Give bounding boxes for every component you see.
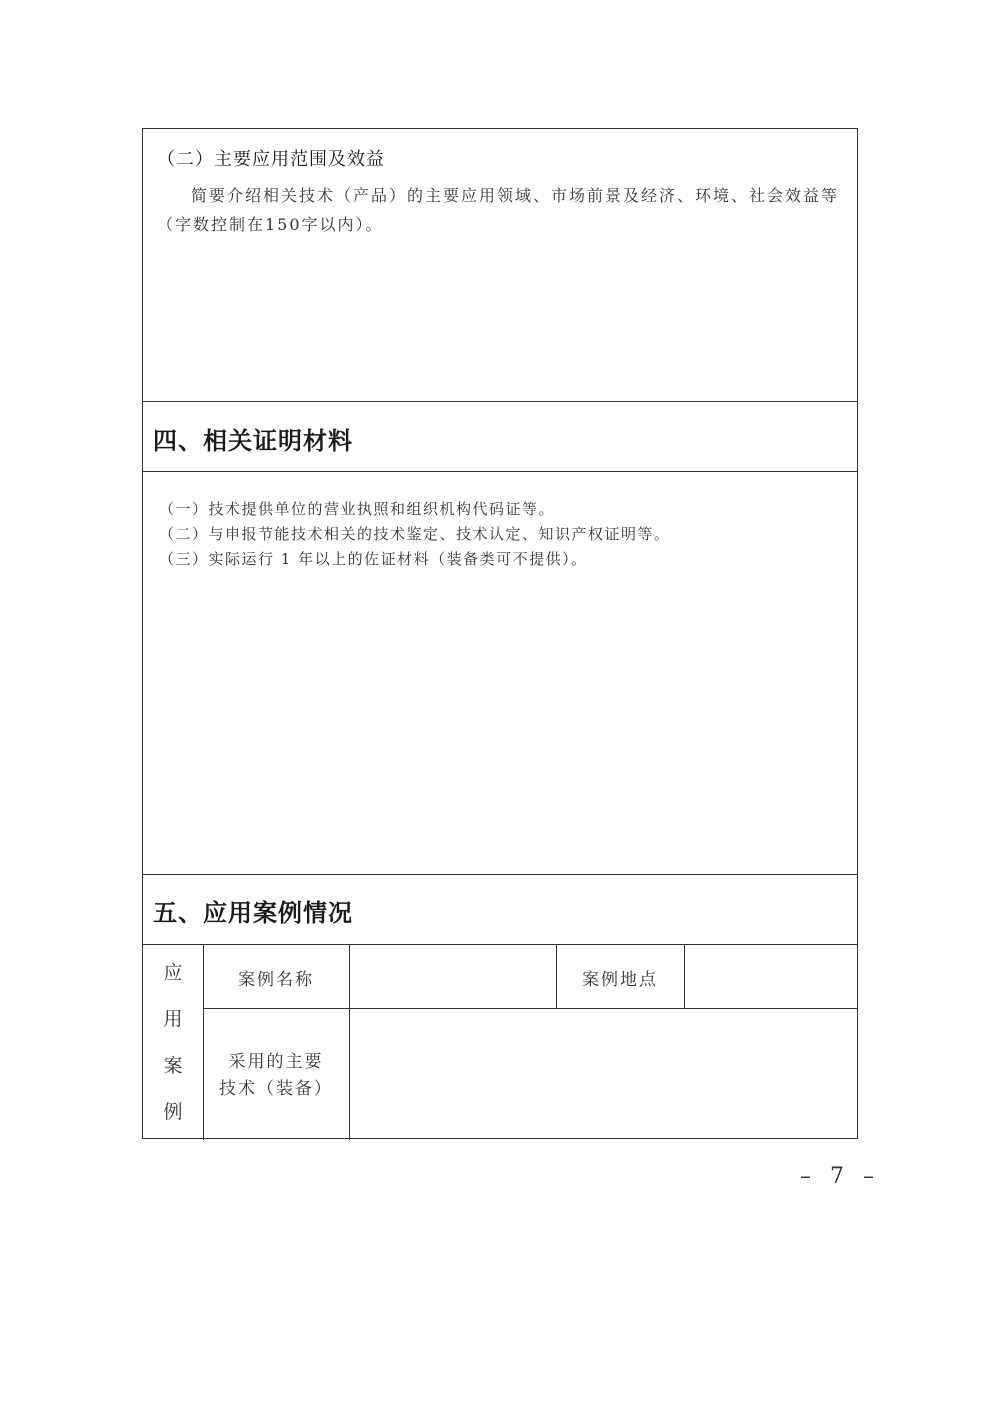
divider: [143, 471, 857, 472]
form-table: [142, 128, 858, 1139]
divider: [143, 874, 857, 875]
page-number: – 7 –: [800, 1164, 880, 1189]
list-item: （一）技术提供单位的营业执照和组织机构代码证等。: [159, 500, 556, 518]
vertical-char: 用: [163, 1008, 183, 1031]
main-technology-label-line: 技术（装备）: [219, 1079, 333, 1099]
main-technology-label: [204, 1049, 348, 1103]
case-name-input[interactable]: [350, 945, 555, 1008]
section-title-proof-materials: 四、相关证明材料: [153, 426, 353, 455]
section-heading-application-scope: （二）主要应用范围及效益: [157, 149, 385, 170]
vertical-char: 应: [163, 961, 183, 984]
section-description-application-scope: 简要介绍相关技术（产品）的主要应用领域、市场前景及经济、环境、社会效益等（字数控制在150字以内）。: [157, 186, 840, 234]
application-case-vertical-label: [143, 944, 203, 1140]
case-name-label: 案例名称: [238, 970, 314, 990]
list-item: （三）实际运行 1 年以上的佐证材料（装备类可不提供）。: [159, 550, 588, 568]
vertical-char: 案: [163, 1054, 183, 1077]
main-technology-label-line: 采用的主要: [228, 1052, 324, 1072]
case-location-input[interactable]: [685, 945, 857, 1008]
section-title-application-cases: 五、应用案例情况: [153, 898, 353, 927]
list-item: （二）与申报节能技术相关的技术鉴定、技术认定、知识产权证明等。: [159, 525, 671, 543]
vertical-char: 例: [163, 1101, 183, 1124]
main-technology-input[interactable]: [350, 1009, 857, 1139]
proof-materials-input-area[interactable]: [143, 579, 857, 871]
application-scope-input-area[interactable]: [143, 239, 857, 399]
divider: [143, 401, 857, 402]
proof-materials-list: [159, 497, 671, 572]
case-location-label: 案例地点: [582, 970, 658, 990]
